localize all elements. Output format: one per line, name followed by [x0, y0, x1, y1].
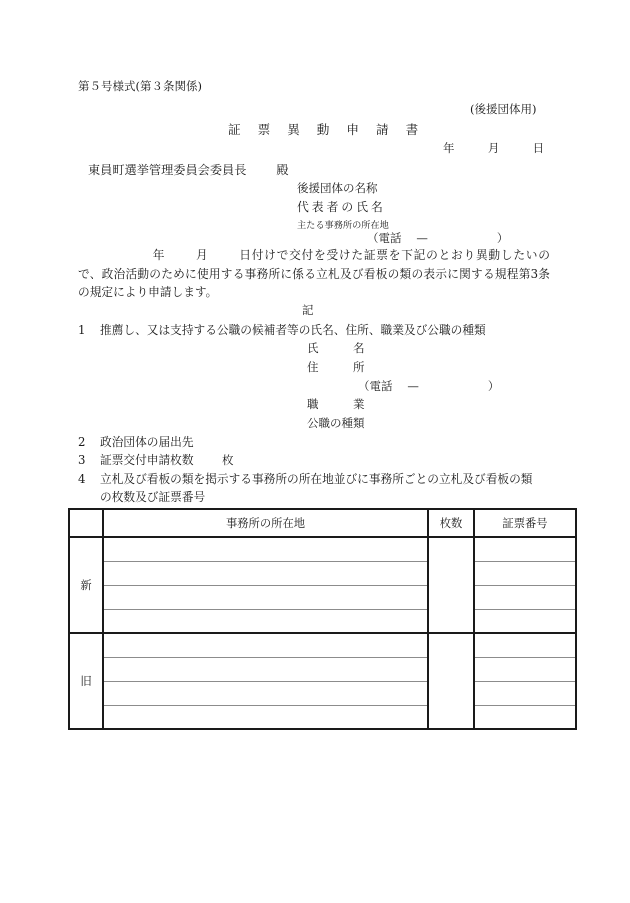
table-cell-cnt[interactable] [428, 705, 474, 729]
office-table [68, 508, 577, 730]
table-header-count: 枚数 [428, 509, 474, 537]
candidate-phone-dash: — [407, 379, 419, 393]
header-date-day: 日 [532, 141, 545, 155]
applicant-phone-open: （電話 [367, 231, 402, 245]
table-cell-no[interactable] [474, 681, 576, 705]
table-row [69, 537, 576, 561]
item-4-number: 4 [78, 472, 86, 486]
table-cell-cnt[interactable] [428, 537, 474, 561]
applicant-phone-close: ） [496, 231, 509, 245]
table-cell-no[interactable] [474, 585, 576, 609]
table-row [69, 609, 576, 633]
table-row [69, 705, 576, 729]
header-date-line [443, 140, 544, 156]
item-4 [78, 470, 552, 506]
item-3-text: 証票交付申請枚数 [100, 453, 194, 467]
table-cell-addr[interactable] [103, 561, 428, 585]
table-cell-addr[interactable] [103, 609, 428, 633]
item-2-text: 政治団体の届出先 [100, 435, 194, 449]
table-row [69, 633, 576, 657]
item-1-text: 推薦し、又は支持する公職の候補者等の氏名、住所、職業及び公職の種類 [100, 323, 486, 337]
item-1 [78, 322, 486, 338]
table-cell-addr[interactable] [103, 585, 428, 609]
candidate-post-type-label: 公職の種類 [307, 416, 365, 430]
applicant-phone-line [367, 230, 508, 246]
table-cell-cnt[interactable] [428, 585, 474, 609]
table-cell-addr[interactable] [103, 681, 428, 705]
table-section-label: 新 [69, 537, 103, 633]
table-header-address: 事務所の所在地 [103, 509, 428, 537]
candidate-address-label: 住 所 [307, 360, 365, 374]
candidate-occupation-label: 職 業 [307, 397, 365, 411]
table-cell-addr[interactable] [103, 705, 428, 729]
addressee-name: 東員町選挙管理委員会委員長 [88, 163, 247, 177]
body-paragraph [78, 246, 550, 302]
table-cell-no[interactable] [474, 657, 576, 681]
table-cell-cnt[interactable] [428, 633, 474, 657]
table-header-label [69, 509, 103, 537]
org-name-label: 後援団体の名称 [297, 181, 378, 195]
table-cell-no[interactable] [474, 705, 576, 729]
body-date-year: 年 [152, 248, 166, 262]
candidate-phone-line [358, 378, 499, 394]
table-cell-addr[interactable] [103, 657, 428, 681]
table-row [69, 561, 576, 585]
form-number: 第５号様式(第３条関係) [78, 79, 202, 93]
table-row [69, 585, 576, 609]
body-paragraph-text: 日付けで交付を受けた証票を下記のとおり異動したいので、政治活動のために使用する事務所に係る立札及び看板の類の表示に関する規程第3条の規定により申請します。 [78, 248, 550, 299]
item-2-number: 2 [78, 435, 86, 449]
item-3-number: 3 [78, 453, 86, 467]
table-cell-no[interactable] [474, 609, 576, 633]
table-cell-cnt[interactable] [428, 657, 474, 681]
item-1-number: 1 [78, 323, 86, 337]
item-2 [78, 434, 194, 450]
table-cell-no[interactable] [474, 537, 576, 561]
table-section-label: 旧 [69, 633, 103, 729]
item-4-text: 立札及び看板の類を掲示する事務所の所在地並びに事務所ごとの立札及び看板の類 [100, 472, 533, 486]
ki-marker: 記 [302, 303, 314, 317]
candidate-name-label: 氏 名 [307, 341, 365, 355]
table-row [69, 657, 576, 681]
usage-note: (後援団体用) [470, 102, 537, 116]
item-4-text-cont: の枚数及び証票番号 [100, 490, 206, 504]
table-cell-cnt[interactable] [428, 609, 474, 633]
table-cell-no[interactable] [474, 633, 576, 657]
table-cell-addr[interactable] [103, 633, 428, 657]
table-cell-cnt[interactable] [428, 681, 474, 705]
addressee-line [88, 161, 289, 178]
body-date-month: 月 [195, 248, 209, 262]
main-office-address-label: 主たる事務所の所在地 [297, 220, 389, 231]
table-cell-no[interactable] [474, 561, 576, 585]
item-3-unit: 枚 [222, 453, 234, 467]
table-header-number: 証票番号 [474, 509, 576, 537]
header-date-month: 月 [487, 141, 500, 155]
document-title: 証 票 異 動 申 請 書 [228, 122, 425, 137]
applicant-phone-dash: — [416, 231, 428, 245]
item-3 [78, 452, 194, 468]
table-cell-cnt[interactable] [428, 561, 474, 585]
candidate-phone-close: ） [487, 379, 500, 393]
representative-name-label: 代表者の氏名 [297, 200, 386, 214]
table-header-row [69, 509, 576, 537]
addressee-honorific: 殿 [276, 163, 289, 177]
candidate-phone-open: （電話 [358, 379, 393, 393]
header-date-year: 年 [443, 141, 455, 155]
table-cell-addr[interactable] [103, 537, 428, 561]
table-row [69, 681, 576, 705]
